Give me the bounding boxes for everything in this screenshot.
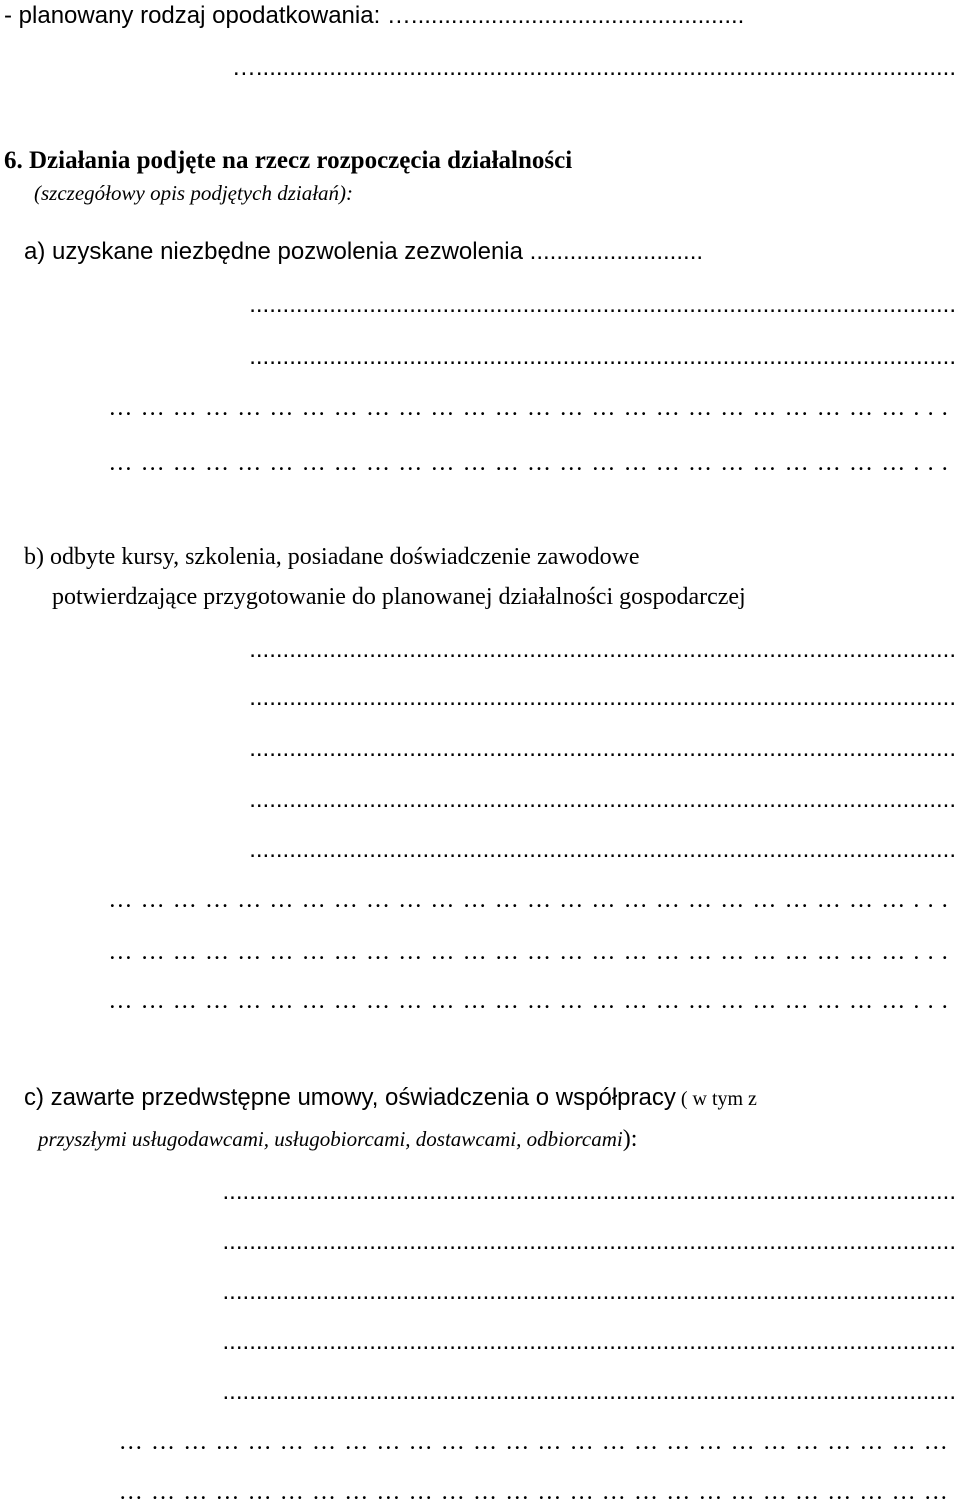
item-c-label: c) zawarte przedwstępne umowy, oświadczenia o współpracy: [24, 1084, 676, 1111]
item-a-fill-line: ..........................................................................................................: [249, 345, 956, 369]
item-c-fill-line: ……………………………………………………………………: [118, 1480, 956, 1500]
item-b-fill-line: ..........................................................................................................: [249, 638, 956, 662]
item-b-fill-line: …………………………………………………………………...: [108, 940, 956, 964]
section-6-subtitle: (szczegółowy opis podjętych działań):: [34, 181, 354, 205]
item-b-fill-line: ..........................................................................................................: [249, 686, 956, 710]
item-b-fill-line: ..........................................................................................................: [249, 788, 956, 812]
item-a-fill-line: …………………………………………………………………...: [108, 451, 956, 475]
item-b-fill-line: ..........................................................................................................: [249, 737, 956, 761]
item-c-label-italic: przyszłymi usługodawcami, usługobiorcami, dostawcami, odbiorcami: [38, 1127, 623, 1151]
item-c-fill-line: ..............................................................................................................: [222, 1180, 956, 1204]
item-c-fill-line: ..............................................................................................................: [222, 1280, 956, 1304]
item-c-label-line-2: [38, 1127, 956, 1151]
item-a-label: a) uzyskane niezbędne pozwolenia zezwolenia: [24, 238, 530, 265]
item-a-fill-line: ..........................................................................................................: [249, 293, 956, 317]
item-b-fill-line: …………………………………………………………………...: [108, 888, 956, 912]
item-b-fill-line: ..........................................................................................................: [249, 838, 956, 862]
taxation-row: [4, 4, 956, 28]
taxation-label: - planowany rodzaj opodatkowania:: [4, 2, 381, 29]
section-6-title: 6. Działania podjęte na rzecz rozpoczęcia działalności: [4, 147, 573, 174]
item-b-label-line-2: potwierdzające przygotowanie do planowanej działalności gospodarczej: [52, 584, 746, 610]
item-c-fill-line: ..............................................................................................................: [222, 1230, 956, 1254]
taxation-fill-line-2: ….........................................................................................................: [231, 56, 956, 80]
item-c-fill-line: ..............................................................................................................: [222, 1330, 956, 1354]
item-c-row: [24, 1086, 956, 1110]
item-c-label-note: ( w tym z: [675, 1088, 757, 1110]
item-b-label-line-1: b) odbyte kursy, szkolenia, posiadane doświadczenie zawodowe: [24, 544, 640, 570]
item-c-fill-line: ..............................................................................................................: [222, 1380, 956, 1404]
item-c-label-end: ):: [622, 1126, 638, 1152]
item-b-fill-line: …………………………………………………………………...: [108, 989, 956, 1013]
item-a-row: [24, 240, 956, 264]
item-c-fill-line: ……………………………………………………………………: [118, 1430, 956, 1454]
taxation-fill: …..................................................: [380, 2, 745, 29]
item-a-label-fill: ..........................: [529, 238, 704, 265]
item-a-fill-line: …………………………………………………………………...: [108, 396, 956, 420]
